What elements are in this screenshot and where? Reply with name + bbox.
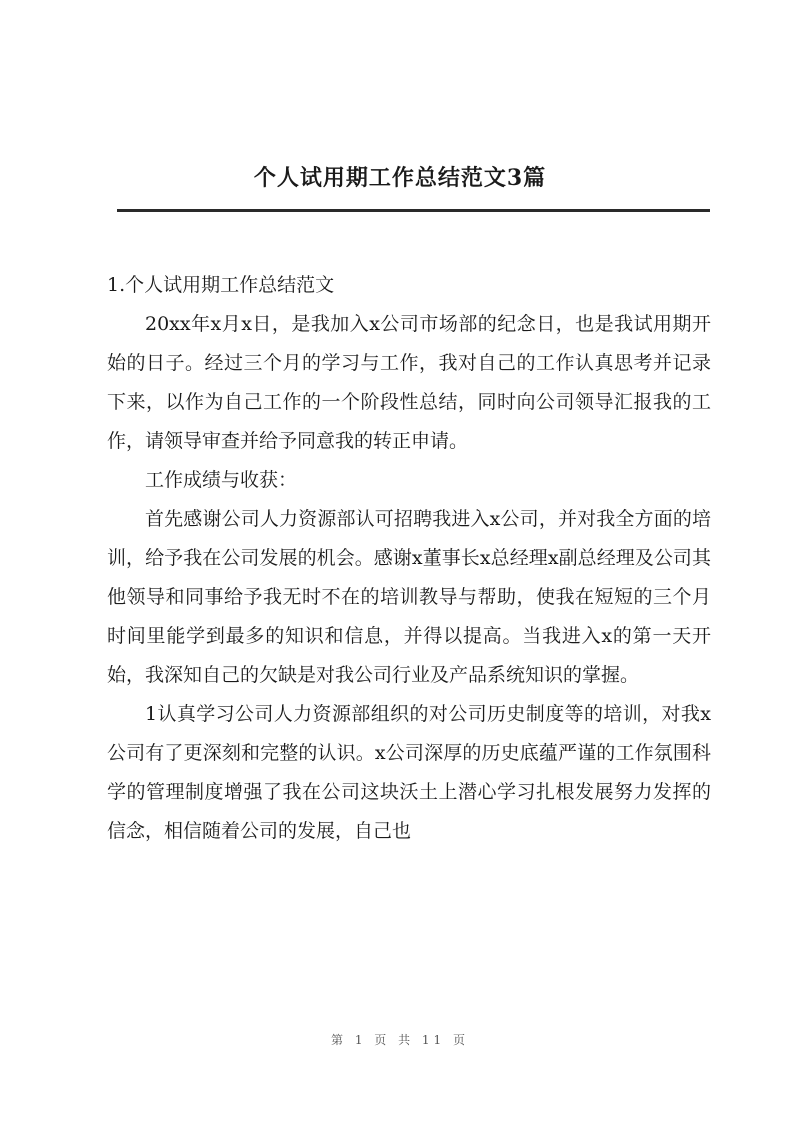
paragraph-thanks: 首先感谢公司人力资源部认可招聘我进入x公司，并对我全方面的培训，给予我在公司发展的机会。感谢x董事长x总经理x副总经理及公司其他领导和同事给予我无时不在的培训教导与帮助，使我在短短的三个月时间里能学到最多的知识和信息，并得以提高。当我进入x的第一天开始，我深知自己的欠缺是对我公司行业及产品系统知识的掌握。 xyxy=(107,508,711,686)
page-number-footer: 第 1 页 共 11 页 xyxy=(331,1033,469,1047)
paragraph-intro: 20xx年x月x日，是我加入x公司市场部的纪念日，也是我试用期开始的日子。经过三个月的学习与工作，我对自己的工作认真思考并记录下来，以作为自己工作的一个阶段性总结，同时向公司领导汇报我的工作，请领导审查并给予同意我的转正申请。 xyxy=(107,313,711,452)
page-title: 个人试用期工作总结范文3篇 xyxy=(253,165,547,191)
document-body xyxy=(107,266,711,851)
title-divider xyxy=(117,209,710,212)
paragraph-achievements-heading: 工作成绩与收获： xyxy=(145,469,298,491)
paragraph-training: 1认真学习公司人力资源部组织的对公司历史制度等的培训，对我x公司有了更深刻和完整的认识。x公司深厚的历史底蕴严谨的工作氛围科学的管理制度增强了我在公司这块沃土上潜心学习扎根发展努力发挥的信念，相信随着公司的发展，自己也 xyxy=(107,703,711,842)
section-heading: 1.个人试用期工作总结范文 xyxy=(107,274,335,296)
